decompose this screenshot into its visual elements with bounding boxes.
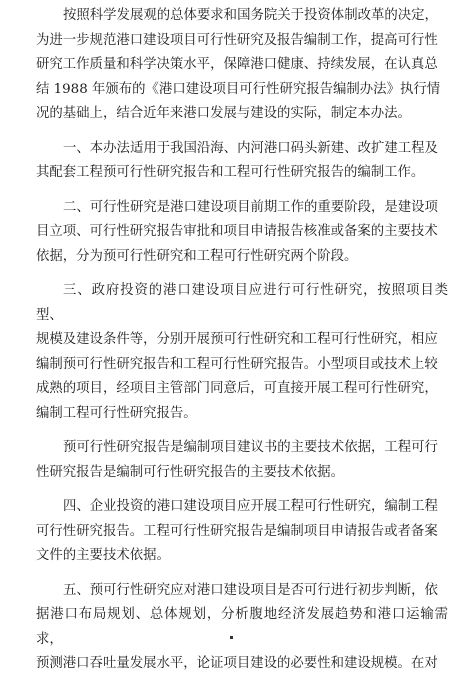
page-number-mark	[230, 636, 233, 639]
paragraph-clause-3-note: 预可行性研究报告是编制项目建议书的主要技术依据，工程可行 性研究报告是编制可行性研究报告的主要技术依据。	[36, 440, 438, 480]
paragraph-clause-5: 五、预可行性研究应对港口建设项目是否可行进行初步判断，依 据港口布局规划、总体规划，分析腹地经济发展趋势和港口运输需求， 预测港口吞吐量发展水平，论证项目建设的必要性和建设规模。在对	[36, 582, 448, 671]
paragraph-clause-1: 一、本办法适用于我国沿海、内河港口码头新建、改扩建工程及 其配套工程预可行性研究报告和工程可行性研究报告的编制工作。	[36, 140, 438, 180]
paragraph-clause-3: 三、政府投资的港口建设项目应进行可行性研究，按照项目类型、 规模及建设条件等，分别开展预可行性研究和工程可行性研究，相应 编制预可行性研究报告和工程可行性研究报告。小型项目或技术上较 成熟的项目，经项目主管部门同意后，可直接开展工程可行性研究， 编制工程可行性研究报告。	[36, 283, 448, 421]
document-body	[36, 4, 448, 687]
paragraph-clause-4: 四、企业投资的港口建设项目应开展工程可行性研究，编制工程 可行性研究报告。工程可行性研究报告是编制项目申请报告或者备案 文件的主要技术依据。	[36, 499, 438, 563]
paragraph-clause-2: 二、可行性研究是港口建设项目前期工作的重要阶段，是建设项 目立项、可行性研究报告审批和项目申请报告核准或备案的主要技术 依据，分为预可行性研究和工程可行性研究两个阶段。	[36, 199, 438, 264]
paragraph-preamble: 按照科学发展观的总体要求和国务院关于投资体制改革的决定， 为进一步规范港口建设项目可行性研究及报告编制工作，提高可行性 研究工作质量和科学决策水平，保障港口健康、持续发展，在认真总 结 1988 年颁布的《港口建设项目可行性研究报告编制办法》执行情 况的基础上，结合近年来港口发展与建设的实际，制定本办法。	[36, 8, 441, 121]
